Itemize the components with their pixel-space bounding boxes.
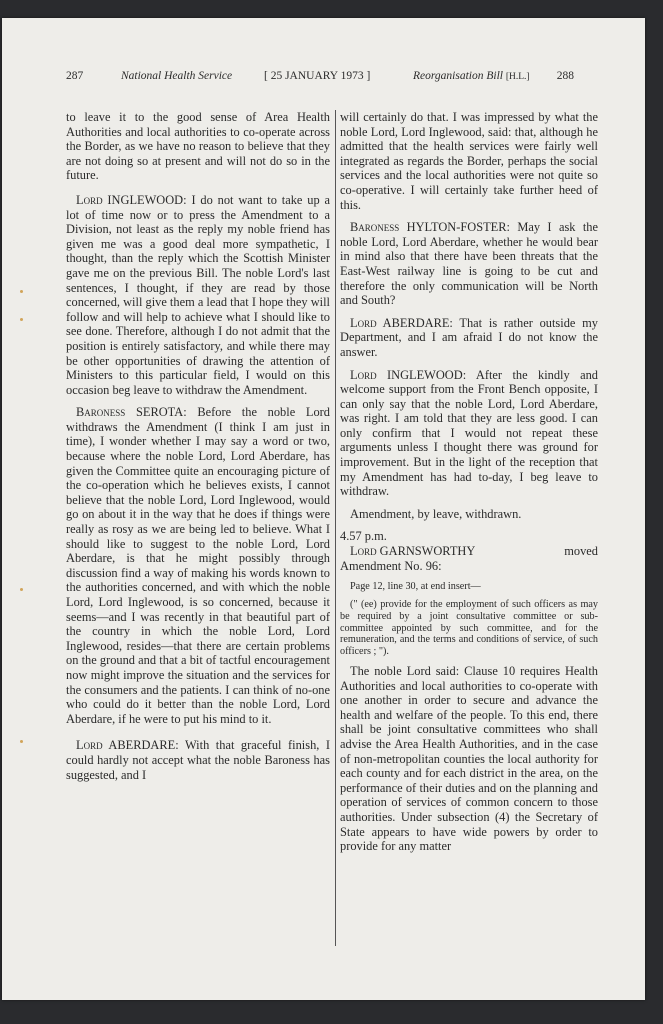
speech-text: The noble Lord said: Clause 10 requires Health Authorities and local authorities to co-operate with one another in order to secure and advance the health and welfare of the people. To this end, there shall be joint consultative committees who shall advise the Area Health Authorities, and in the case of non-metropolitan counties the local authority for each county and for each district in the area, on the performance of their duties and on the planning and operation of services of common concern to those authorities. Under subsection (4) the Secretary of State appears to have wide powers by order to provide for any matter (340, 664, 598, 854)
margin-mark (20, 588, 23, 591)
page-header (66, 70, 574, 86)
speech-text: That is rather outside my Department, and I am afraid I do not know the answer. (340, 315, 598, 359)
paragraph: to leave it to the good sense of Area Health Authorities and local authorities to co-operate across the Border, as we have no reason to believe that they are not doing so at present and will not do so in the future. (66, 110, 330, 183)
column-divider (335, 110, 336, 946)
speech (340, 316, 598, 360)
document-page (2, 18, 645, 1000)
speech (66, 405, 330, 726)
motion-result: Amendment, by leave, withdrawn. (350, 506, 522, 521)
moved-word: moved (564, 544, 598, 559)
header-date: [ 25 JANUARY 1973 ] (264, 70, 371, 82)
insert-text: (" (ee) provide for the employment of such officers as may be required by a joint consultative committee or sub-committee appointed by such committee, and for the remuneration, and the terms and conditions of service, of such officers ; "). (340, 599, 598, 658)
speech-text: May I ask the noble Lord, Lord Aberdare, whether he would bear in mind also that there have been threats that the East-West railway line is going to be cut and therefore the only communication will be North and South? (340, 220, 598, 308)
speech (340, 368, 598, 499)
speaker-name: Lord ABERDARE: (350, 315, 453, 330)
paragraph: will certainly do that. I was impressed by what the noble Lord, Lord Inglewood, said: that, although he admitted that the health services were fairly well integrated as regards the Border, perhaps the social services and the local authorities were not quite so co-operative. I will certainly take further heed of this. (340, 110, 598, 212)
left-running-title: National Health Service (121, 70, 233, 82)
speaker-name: Lord GARNSWORTHY (350, 544, 476, 559)
speech (66, 193, 330, 397)
amendment-number: Amendment No. 96: (340, 558, 442, 573)
speech-text: With that graceful finish, I could hardly not accept what the noble Baroness has suggested, and I (66, 738, 331, 782)
speech (340, 220, 598, 308)
moved-line (340, 544, 598, 559)
right-title-text: Reorganisation Bill (413, 70, 503, 82)
speech (66, 738, 330, 782)
speech-text: I do not want to take up a lot of time now or to press the Amendment to a Division, not least as the reply my noble friend has given me was a good deal more sympathetic, I thought, than the reply which the Scottish Minister gave me on the previous Bill. The noble Lord's last sentences, I thought, if they are read by those concerned, will give them a lead that I hope they will follow and will help to achieve what I should like to see done. Therefore, although I do not admit that the position is entirely satisfactory, and while there may be other opportunities of drawing the attention of Ministers to this particular field, I would on this occasion beg leave to withdraw the Amendment. (66, 192, 330, 397)
speaker-name: Lord INGLEWOOD: (76, 192, 187, 207)
left-column (66, 110, 330, 790)
speaker-name: Lord INGLEWOOD: (350, 367, 467, 382)
speech-text: Before the noble Lord withdraws the Amendment (I think I am just in time), I wonder whether I may say a word or two, because where the noble Lord, Lord Aberdare, has given the Committee quite an encouraging picture of the co-operation which he believes exists, I cannot believe that the noble Lord, Lord Inglewood, would go on about it in the way that he does if things were really as rosy as we are being led to believe. What I should like to suggest to the noble Lord, Lord Aberdare, is that he might possibly through discussion find a way of making his words known to the authorities concerned, and with which the noble Lord, Lord Inglewood, is so concerned, because it seems—and I was recently in that beautiful part of the country in which the noble Lord, Lord Inglewood, resides—that there are certain problems on the ground and that a bit of tactful encouragement now might improve the situation and the services for the consumers and the patients. I can think of no-one who could do it better than the noble Lord, Lord Aberdare, if he were to put his mind to it. (66, 405, 330, 726)
speaker-name: Baroness HYLTON-FOSTER: (350, 220, 510, 235)
right-title-suffix: [H.L.] (505, 72, 530, 82)
margin-mark (20, 318, 23, 321)
margin-mark (20, 740, 23, 743)
right-running-title (413, 70, 530, 82)
speech-text: After the kindly and welcome support from the Front Bench opposite, I can only say that the noble Lord, Lord Aberdare, was right. I am told that they are less good. I can only confirm that I would not repeat these arguments unless I thought there was ground for improvement. But in the light of the reception that my Amendment has had to-day, I beg leave to withdraw. (340, 367, 598, 499)
timestamp: 4.57 p.m. (340, 529, 387, 544)
left-page-number: 287 (66, 70, 84, 82)
margin-mark (20, 290, 23, 293)
speaker-name: Lord ABERDARE: (76, 738, 179, 753)
right-column (340, 110, 598, 862)
insert-reference: Page 12, line 30, at end insert— (350, 581, 481, 593)
speaker-name: Baroness SEROTA: (76, 405, 187, 420)
right-page-number: 288 (556, 70, 574, 82)
